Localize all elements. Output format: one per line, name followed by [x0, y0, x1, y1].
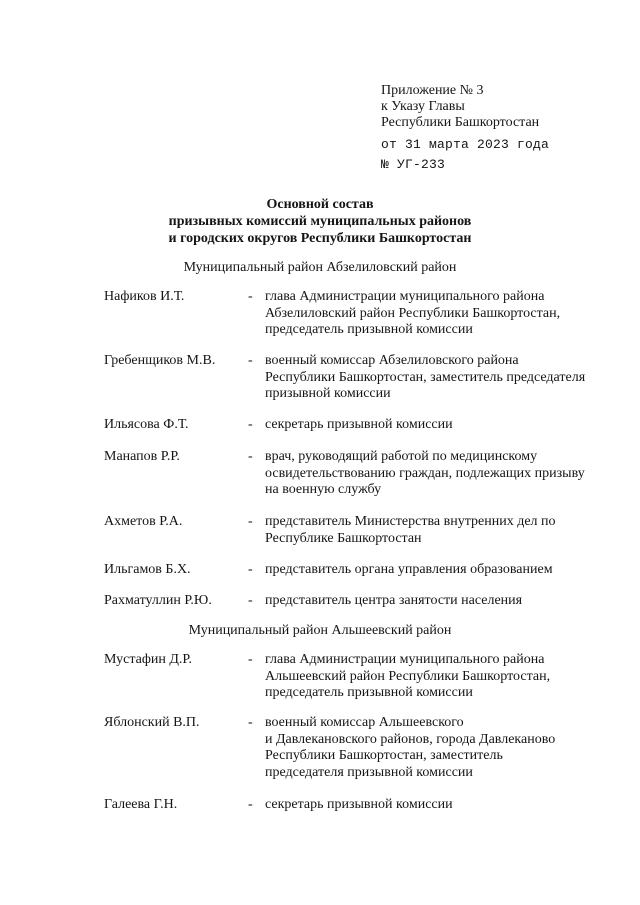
member-name: Мустафин Д.Р.	[104, 652, 192, 667]
member-dash: -	[248, 797, 253, 812]
member-role	[265, 353, 595, 403]
role-line: глава Администрации муниципального района	[265, 289, 545, 304]
role-line: секретарь призывной комиссии	[265, 417, 453, 432]
role-line: председатель призывной комиссии	[265, 322, 473, 337]
title-line: Основной состав	[266, 197, 374, 212]
member-dash: -	[248, 562, 253, 577]
role-line: Республике Башкортостан	[265, 530, 422, 546]
member-dash: -	[248, 715, 253, 730]
member-name: Гребенщиков М.В.	[104, 353, 216, 368]
member-role	[265, 289, 595, 339]
role-line: представитель Министерства внутренних дел по	[265, 514, 556, 529]
appendix-block	[381, 83, 621, 173]
member-name: Рахматуллин Р.Ю.	[104, 593, 212, 608]
member-name: Ильгамов Б.Х.	[104, 562, 191, 577]
title-line: и городских округов Республики Башкортостан	[168, 231, 472, 246]
appendix-line: Республики Башкортостан	[381, 115, 540, 130]
role-line: глава Администрации муниципального района	[265, 652, 545, 667]
member-role	[265, 797, 595, 814]
role-line: освидетельствованию граждан, подлежащих призыву	[265, 465, 585, 481]
document-title	[120, 196, 520, 247]
member-role	[265, 449, 595, 499]
role-line: военный комиссар Альшеевского	[265, 715, 464, 730]
section-heading: Муниципальный район Абзелиловский район	[183, 260, 457, 275]
member-dash: -	[248, 289, 253, 304]
member-role	[265, 652, 595, 702]
section-heading: Муниципальный район Альшеевский район	[188, 623, 452, 638]
role-line: и Давлекановского районов, города Давлеканово	[265, 731, 556, 747]
member-dash: -	[248, 514, 253, 529]
role-line: Альшеевский район Республики Башкортостан,	[265, 668, 551, 684]
member-dash: -	[248, 417, 253, 432]
decree-number: № УГ-233	[381, 157, 446, 172]
role-line: председатель призывной комиссии	[265, 685, 473, 700]
member-role	[265, 514, 595, 547]
title-line: призывных комиссий муниципальных районов	[168, 214, 472, 229]
role-line: Республики Башкортостан, заместитель	[265, 748, 503, 763]
decree-date: от 31 марта 2023 года	[381, 137, 550, 152]
role-line: представитель центра занятости населения	[265, 593, 523, 608]
member-name: Ильясова Ф.Т.	[104, 417, 189, 432]
member-name: Ахметов Р.А.	[104, 514, 183, 529]
member-role	[265, 593, 595, 610]
member-role	[265, 715, 595, 781]
member-name: Манапов Р.Р.	[104, 449, 180, 464]
member-name: Яблонский В.П.	[104, 715, 200, 730]
role-line: на военную службу	[265, 482, 382, 497]
role-line: военный комиссар Абзелиловского района	[265, 353, 519, 368]
appendix-line: Приложение № 3	[381, 83, 484, 98]
member-role	[265, 562, 595, 579]
member-dash: -	[248, 449, 253, 464]
role-line: секретарь призывной комиссии	[265, 797, 453, 812]
role-line: призывной комиссии	[265, 386, 391, 401]
member-dash: -	[248, 593, 253, 608]
role-line: представитель органа управления образованием	[265, 562, 553, 577]
role-line: Абзелиловский район Республики Башкортостан,	[265, 305, 561, 321]
role-line: председателя призывной комиссии	[265, 764, 473, 780]
member-name: Нафиков И.Т.	[104, 289, 185, 304]
role-line: врач, руководящий работой по медицинскому	[265, 449, 538, 464]
member-name: Галеева Г.Н.	[104, 797, 178, 812]
member-role	[265, 417, 595, 434]
member-dash: -	[248, 353, 253, 368]
appendix-line: к Указу Главы	[381, 99, 465, 114]
member-dash: -	[248, 652, 253, 667]
role-line: Республики Башкортостан, заместитель председателя	[265, 369, 586, 385]
